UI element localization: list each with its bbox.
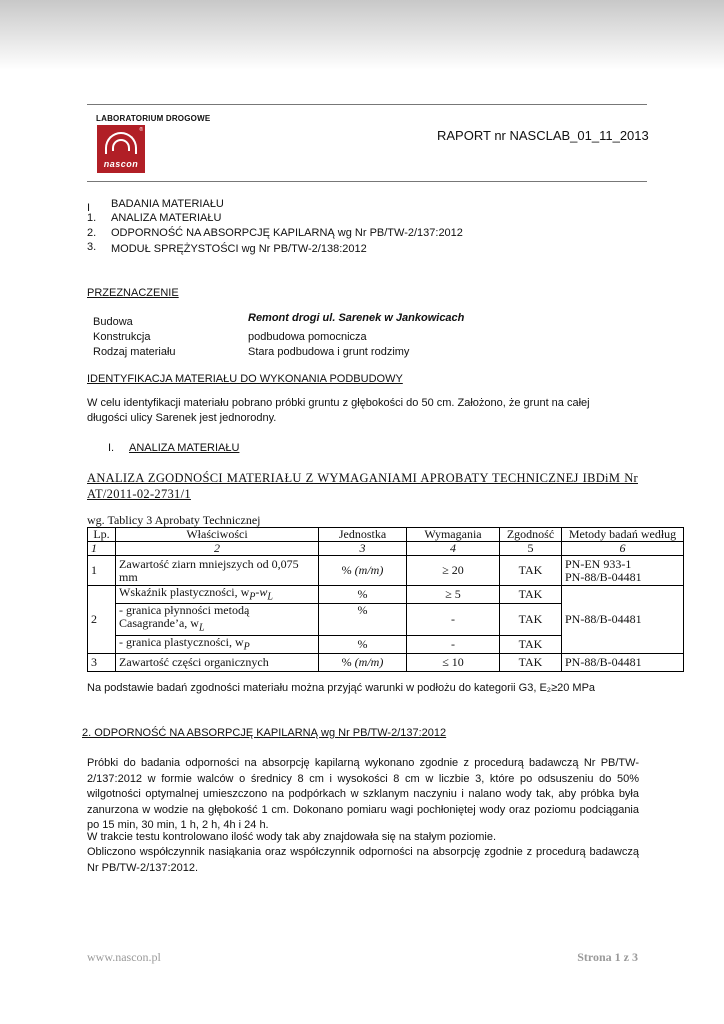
requirement-cell: ≥ 20 <box>407 556 500 586</box>
lp-cell: 1 <box>88 556 116 586</box>
header-cell: Zgodność <box>500 528 562 542</box>
requirement-cell: ≥ 5 <box>407 586 500 604</box>
subscript: L <box>198 622 205 634</box>
lp-cell: 3 <box>88 654 116 672</box>
toc-num: I <box>87 202 91 214</box>
method-cell: PN-88/B-04481 <box>562 586 684 654</box>
header-top-rule <box>87 104 647 105</box>
property-line: - granica płynności metodą <box>119 603 250 618</box>
table-header-row <box>88 528 684 542</box>
table-row <box>88 654 684 672</box>
toc-num: 1. <box>87 212 97 224</box>
method-line: PN-EN 933-1 <box>565 556 632 571</box>
unit-cell: % (m/m) <box>319 654 407 672</box>
header-cell: Lp. <box>88 528 116 542</box>
compliance-cell: TAK <box>500 556 562 586</box>
section-subtitle: ANALIZA ZGODNOŚCI MATERIAŁU Z WYMAGANIAMI APROBATY TECHNICZNEJ IBDiM Nr AT/2011-02-2731/1 <box>87 471 638 501</box>
unit-suffix: (m/m) <box>354 563 384 577</box>
info-key: Rodzaj materiału <box>93 346 176 358</box>
unit-suffix: (m/m) <box>354 655 384 670</box>
property-cell: Zawartość części organicznych <box>116 654 319 672</box>
property-text: -w <box>255 585 268 599</box>
toc-num: 3. <box>87 241 97 253</box>
index-cell: 1 <box>88 542 116 556</box>
info-value: podbudowa pomocnicza <box>248 331 367 343</box>
section2-paragraph: Obliczono współczynnik nasiąkania oraz współczynnik odporności na absorpcję zgodnie z procedurą badawczą Nr PB/TW-2/137:2012. <box>87 846 639 874</box>
property-cell <box>116 635 319 653</box>
compliance-cell: TAK <box>500 654 562 672</box>
requirement-cell: - <box>407 604 500 635</box>
header-cell: Wymagania <box>407 528 500 542</box>
footer-page-number: Strona 1 z 3 <box>577 950 638 964</box>
page-top-shadow <box>0 0 724 70</box>
section2-heading: 2. ODPORNOŚĆ NA ABSORPCJĘ KAPILARNĄ wg Nr PB/TW-2/137:2012 <box>82 727 447 739</box>
section2-paragraph: Próbki do badania odporności na absorpcję kapilarną wykonano zgodnie z procedurą badawczą Nr PB/TW-2/137:2012 w formie walców o średnicy 8 cm i wysokości 8 cm w liczbie 3, które po odsuszeniu do 50% wilgotności optymalnej umieszczono na podpórkach w szklanym naczyniu i nalano wody tak, aby próbka była zanurzona w wodzie na głębokość 1 cm. Dokonano pomiaru wagi pochłoniętej wody oraz poziomu podciągania po 15 min, 30 min, 1 h, 2 h, 4h i 24 h. <box>87 757 639 831</box>
subscript: L <box>267 591 273 603</box>
method-line: PN-88/B-04481 <box>565 569 642 584</box>
unit-cell: % (m/m) <box>319 556 407 586</box>
index-cell: 3 <box>319 542 407 556</box>
property-cell <box>116 586 319 604</box>
property-text: Wskaźnik plastyczności, w <box>119 585 250 599</box>
lab-name: LABORATORIUM DROGOWE <box>96 114 211 123</box>
unit-cell: % <box>319 586 407 604</box>
section-number: I. <box>108 442 115 454</box>
footer-website: www.nascon.pl <box>87 950 161 964</box>
identyfikacja-text-line: długości ulicy Sarenek jest jednorodny. <box>87 412 277 424</box>
table-caption: wg. Tablicy 3 Aprobaty Technicznej <box>87 513 261 527</box>
table-row <box>88 586 684 604</box>
property-cell <box>116 604 319 635</box>
toc-item: ODPORNOŚĆ NA ABSORPCJĘ KAPILARNĄ wg Nr PB/TW-2/137:2012 <box>111 227 463 239</box>
toc-item: ANALIZA MATERIAŁU <box>111 212 222 224</box>
toc-item: MODUŁ SPRĘŻYSTOŚCI wg Nr PB/TW-2/138:2012 <box>111 243 367 255</box>
header-cell: Jednostka <box>319 528 407 542</box>
table-row <box>88 556 684 586</box>
compliance-cell: TAK <box>500 604 562 635</box>
info-key: Konstrukcja <box>93 331 151 343</box>
info-key: Budowa <box>93 316 133 328</box>
method-cell <box>562 556 684 586</box>
identyfikacja-heading: IDENTYFIKACJA MATERIAŁU DO WYKONANIA PODBUDOWY <box>87 373 403 385</box>
identyfikacja-text-line: W celu identyfikacji materiału pobrano próbki gruntu z głębokości do 50 cm. Założono, że grunt na całej <box>87 397 590 409</box>
logo-arch-inner <box>112 139 130 151</box>
header-cell: Metody badań według <box>562 528 684 542</box>
subscript: P <box>243 641 250 653</box>
section-title: ANALIZA MATERIAŁU <box>129 442 240 454</box>
method-cell: PN-88/B-04481 <box>562 654 684 672</box>
toc-num: 2. <box>87 227 97 239</box>
info-value: Stara podbudowa i grunt rodzimy <box>248 346 410 358</box>
requirement-cell: - <box>407 635 500 653</box>
index-cell: 4 <box>407 542 500 556</box>
section2-paragraph: W trakcie testu kontrolowano ilość wody tak aby znajdowała się na stałym poziomie. <box>87 831 497 843</box>
table-index-row <box>88 542 684 556</box>
compliance-cell: TAK <box>500 586 562 604</box>
compliance-cell: TAK <box>500 635 562 653</box>
unit-cell: % <box>319 635 407 653</box>
logo-registered-mark: ® <box>139 127 143 133</box>
property-text: - granica plastyczności, w <box>119 634 244 649</box>
index-cell: 5 <box>500 542 562 556</box>
logo-wordmark: nascon <box>103 159 139 169</box>
report-title: RAPORT nr NASCLAB_01_11_2013 <box>437 128 649 143</box>
property-text: Casagrande’a, w <box>119 616 199 631</box>
index-cell: 6 <box>562 542 684 556</box>
info-value-budowa: Remont drogi ul. Sarenek w Jankowicach <box>248 312 465 324</box>
unit-cell: % <box>319 604 407 635</box>
subscript: P <box>249 591 256 603</box>
header-cell: Właściwości <box>116 528 319 542</box>
property-line <box>119 617 315 634</box>
lp-cell: 2 <box>88 586 116 654</box>
przeznaczenie-heading: PRZEZNACZENIE <box>87 287 179 299</box>
toc-item: BADANIA MATERIAŁU <box>111 198 224 210</box>
property-cell: Zawartość ziarn mniejszych od 0,075 mm <box>116 556 319 586</box>
header-bottom-rule <box>87 181 647 182</box>
requirements-table <box>87 527 684 672</box>
nascon-logo <box>97 125 145 173</box>
conclusion-text: Na podstawie badań zgodności materiału można przyjąć warunki w podłożu do kategorii G3, E₂≥20 MPa <box>87 682 596 694</box>
index-cell: 2 <box>116 542 319 556</box>
requirement-cell: ≤ 10 <box>407 654 500 672</box>
